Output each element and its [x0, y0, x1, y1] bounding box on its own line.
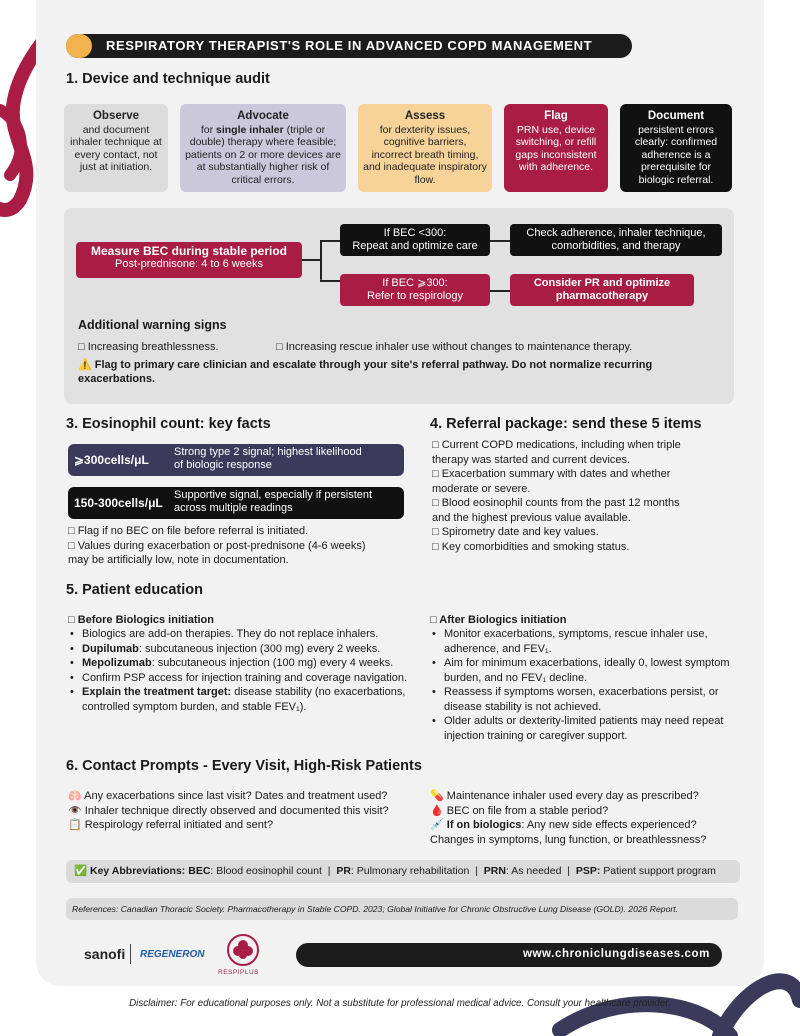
warning-item-rescue-inhaler: □ Increasing rescue inhaler use without changes to maintenance therapy. [276, 341, 633, 353]
eos-row-high-label: ⩾300cells/μL [74, 453, 149, 467]
eos-notes [68, 524, 366, 568]
before-biologics-heading-text: Before Biologics initiation [77, 614, 214, 626]
document-title: Document [647, 110, 705, 122]
disclaimer: Disclaimer: For educational purposes only. Not a substitute for professional medical advice. Consult your healthcare provider. [129, 998, 671, 1009]
bec-high-action-label: Refer to respirology [367, 290, 463, 302]
before-biologics-heading [68, 613, 418, 627]
before-biologics-column [68, 613, 418, 714]
bec-high-box [340, 274, 490, 306]
referral-line-1: □ Current COPD medications, including when triple [432, 439, 681, 451]
pill-icon: 💊 [430, 790, 444, 802]
eos-note-2a: □ Values during exacerbation or post-prednisone (4-6 weeks) [68, 539, 366, 552]
observe-box [64, 104, 168, 192]
referral-package-list [432, 438, 681, 554]
list-item [68, 656, 418, 671]
referral-line-8: □ Key comorbidities and smoking status. [432, 540, 630, 553]
list-item: • Monitor exacerbations, symptoms, rescue inhaler use, adherence, and FEV₁. [430, 627, 732, 656]
abbrev-key: PR [336, 865, 351, 877]
abbrev-value: : As needed [505, 865, 562, 877]
prompt-changes-symptoms: Changes in symptoms, lung function, or breathlessness? [430, 833, 707, 846]
prompt-inhaler-technique [68, 804, 389, 819]
eos-note-1: □ Flag if no BEC on file before referral is initiated. [68, 525, 309, 537]
list-item: • Older adults or dexterity-limited patients may need repeat injection training or caregiver support. [430, 714, 732, 743]
list-item-bold: Mepolizumab [82, 657, 152, 669]
checkbox-square: □ [68, 614, 78, 626]
warning-item-breathlessness: □ Increasing breathlessness. [78, 341, 219, 353]
prompt-exacerbations [68, 789, 389, 804]
document-text: persistent errors clearly: confirmed adherence is a prerequisite for biologic referral. [634, 123, 718, 186]
contact-prompts-left [68, 789, 389, 833]
prompt-text: Maintenance inhaler used every day as prescribed? [446, 790, 699, 802]
list-item-text: : subcutaneous injection (100 mg) every 4 weeks. [151, 657, 394, 669]
references-bar: References: Canadian Thoracic Society. Pharmacotherapy in Stable COPD. 2023; Global Initiative for Chronic Obstructive Lung Disease (GOLD). 2026 Report. [66, 898, 738, 920]
prompt-referral [68, 818, 389, 833]
sanofi-logo: sanofi [84, 946, 126, 962]
advocate-text: (triple or double) therapy where feasible; patients on 2 or more devices are at substantially higher risk of critical errors. [185, 123, 341, 186]
eos-row-mid-desc-2: across multiple readings [174, 502, 293, 514]
prompt-text: : Any new side effects experienced? [521, 819, 697, 831]
assess-title: Assess [404, 110, 446, 122]
check-adherence-box: Check adherence, inhaler technique, comorbidities, and therapy [510, 224, 722, 256]
abbrev-value: : Pulmonary rehabilitation [350, 865, 470, 877]
assess-text: for dexterity issues, cognitive barriers, incorrect breath timing, and inadequate inspiratory flow. [363, 123, 487, 186]
check-icon: ✅ [74, 865, 88, 877]
abbreviations-label: Key Abbreviations: [90, 865, 186, 877]
warning-icon: ⚠️ [78, 359, 92, 371]
prompt-text: BEC on file from a stable period? [446, 804, 609, 817]
measure-bec-title: Measure BEC during stable period [90, 244, 288, 258]
respiplus-logo-text: RESPIPLUS [218, 969, 259, 976]
abbrev-value: : Blood eosinophil count [210, 865, 322, 877]
prompt-bold: If on biologics [446, 819, 522, 831]
flow-connector-top [320, 240, 340, 242]
section-6-heading: 6. Contact Prompts - Every Visit, High-Risk Patients [66, 758, 422, 774]
list-item-text: Biologics are add-on therapies. They do not replace inhalers. [82, 628, 379, 640]
list-item [68, 627, 418, 642]
flow-connector-low-right [490, 240, 510, 242]
logo-divider [130, 944, 131, 964]
escalation-flag-text [78, 358, 698, 386]
referral-line-2: therapy was started and current devices. [432, 453, 631, 466]
section-1-heading: 1. Device and technique audit [66, 71, 270, 87]
after-biologics-heading [430, 613, 732, 627]
advocate-text-bold: single inhaler [216, 123, 284, 136]
referral-line-7: □ Spirometry date and key values. [432, 526, 599, 538]
section-4-heading: 4. Referral package: send these 5 items [430, 416, 702, 432]
list-item-text: : subcutaneous injection (300 mg) every 2 weeks. [138, 642, 381, 655]
abbrev-key: PRN [483, 865, 506, 877]
list-item: • Aim for minimum exacerbations, ideally 0, lowest symptom burden, and no FEV₁ decline. [430, 656, 732, 685]
bec-low-condition: If BEC <300: [383, 227, 447, 239]
abbrev-key: PSP: [575, 865, 601, 877]
warning-signs-heading: Additional warning signs [78, 318, 227, 332]
before-biologics-list [68, 627, 418, 714]
lungs-icon: 🫁 [68, 790, 82, 802]
after-biologics-column [430, 613, 732, 743]
measure-bec-box [76, 242, 302, 278]
prompt-biologics-side-effects [430, 818, 706, 833]
eos-row-mid-desc [174, 489, 372, 515]
escalation-flag-line-1: Flag to primary care clinician and escalate through your site's referral pathway. Do not normalize recurring [94, 359, 653, 371]
prompt-bec-on-file [430, 804, 706, 819]
escalation-flag-line-2: exacerbations. [78, 373, 156, 385]
prompt-maintenance-inhaler [430, 789, 706, 804]
flow-connector-bottom [320, 280, 340, 282]
website-link[interactable]: www.chroniclungdiseases.com [522, 948, 710, 960]
eos-row-mid-desc-1: Supportive signal, especially if persistent [174, 489, 373, 501]
flag-box [504, 104, 608, 192]
eos-row-high [68, 444, 404, 476]
list-item-bold: Dupilumab [82, 642, 139, 655]
observe-text: and document inhaler technique at every contact, not just at initiation. [70, 123, 162, 173]
title-accent-dot [66, 34, 92, 58]
advocate-title: Advocate [237, 110, 289, 122]
page-title: RESPIRATORY THERAPIST'S ROLE IN ADVANCED COPD MANAGEMENT [106, 38, 593, 53]
bec-high-condition: If BEC ⩾300: [382, 277, 448, 289]
abbreviations-bar: ✅ Key Abbreviations: BEC: Blood eosinophil count | PR: Pulmonary rehabilitation | PRN: As needed | PSP: Patient support program [66, 860, 740, 883]
prompt-text: Any exacerbations since last visit? Dates and treatment used? [84, 790, 388, 802]
contact-prompts-right [430, 789, 706, 847]
referral-line-6: and the highest previous value available. [432, 511, 631, 524]
regeneron-logo: REGENERON [140, 949, 205, 960]
list-item-text: Confirm PSP access for injection training and coverage navigation. [82, 671, 408, 684]
advocate-box [180, 104, 346, 192]
document-box [620, 104, 732, 192]
list-item-text: disease stability (no exacerbations, controlled symptom burden, and stable FEV₁). [82, 686, 406, 713]
referral-line-3: □ Exacerbation summary with dates and whether [432, 468, 671, 480]
eos-row-high-desc [174, 446, 362, 472]
flag-text: PRN use, device switching, or refill gaps inconsistent with adherence. [515, 123, 597, 173]
prompt-text: Respirology referral initiated and sent? [84, 819, 274, 831]
eos-row-high-desc-2: of biologic response [174, 459, 272, 471]
referral-line-5: □ Blood eosinophil counts from the past 12 months [432, 497, 680, 509]
advocate-text-pre: for [200, 123, 217, 136]
section-3-heading: 3. Eosinophil count: key facts [66, 416, 271, 432]
assess-box [358, 104, 492, 192]
list-item [68, 642, 418, 657]
bec-low-action-label: Repeat and optimize care [352, 240, 478, 252]
list-item: • Reassess if symptoms worsen, exacerbations persist, or disease stability is not achieved. [430, 685, 732, 714]
list-item [68, 685, 418, 714]
referral-line-4: moderate or severe. [432, 482, 531, 495]
clipboard-icon: 📋 [68, 819, 82, 831]
after-biologics-heading-text: After Biologics initiation [439, 614, 567, 626]
consider-pr-box: Consider PR and optimize pharmacotherapy [510, 274, 694, 306]
bec-low-box [340, 224, 490, 256]
flow-connector-vertical [320, 240, 322, 280]
flow-connector-high-right [490, 290, 510, 292]
prompt-text: Inhaler technique directly observed and documented this visit? [84, 804, 389, 817]
flag-title: Flag [544, 110, 568, 122]
eos-row-mid [68, 487, 404, 519]
eos-row-mid-label: 150-300cells/μL [74, 496, 163, 510]
eos-note-2b: may be artificially low, note in documentation. [68, 554, 289, 566]
syringe-icon: 💉 [430, 819, 444, 831]
blood-drop-icon: 🩸 [430, 804, 444, 817]
eos-row-high-desc-1: Strong type 2 signal; highest likelihood [174, 446, 362, 458]
checkbox-square: □ [430, 614, 440, 626]
eye-icon: 👁️ [68, 804, 82, 817]
flow-connector [302, 259, 322, 261]
respiplus-logo-icon [222, 934, 264, 966]
after-biologics-list [430, 627, 732, 743]
observe-title: Observe [92, 110, 140, 122]
section-5-heading: 5. Patient education [66, 582, 203, 598]
list-item-bold: Explain the treatment target: [82, 686, 232, 698]
list-item [68, 671, 418, 686]
measure-bec-subtitle: Post-prednisone: 4 to 6 weeks [115, 258, 263, 270]
abbrev-value: Patient support program [600, 865, 716, 877]
abbrev-key: BEC [188, 865, 211, 877]
